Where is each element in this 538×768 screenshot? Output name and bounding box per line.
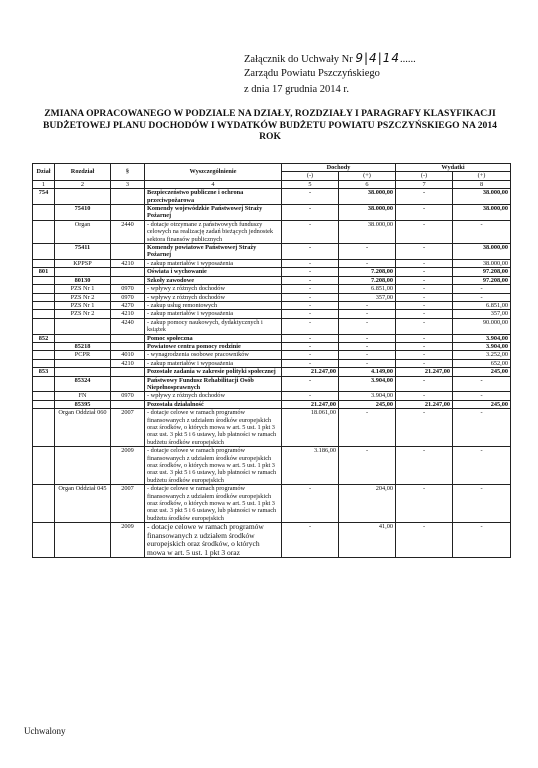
cell-dzial — [33, 318, 55, 334]
cell-wydatki-plus: 38.000,00 — [453, 259, 511, 267]
cell-dochody-minus: - — [282, 301, 339, 309]
cell-wydatki-minus: - — [396, 318, 453, 334]
cell-dochody-minus: - — [282, 376, 339, 392]
table-row — [33, 392, 511, 400]
col-opis: Wyszczególnienie — [145, 164, 282, 181]
cell-wydatki-minus: - — [396, 189, 453, 205]
cell-dochody-minus: - — [282, 244, 339, 260]
cell-rozdzial — [55, 268, 111, 276]
table-row — [33, 285, 511, 293]
cell-dochody-minus: - — [282, 334, 339, 342]
cell-paragraf: 2440 — [111, 220, 145, 243]
cell-opis: - dotacje celowe w ramach programów finansowanych z udziałem środków europejskich oraz środków, o których mowa w art. 5 ust. 1 pkt 3 oraz ust. 3 pkt 5 i 6 ustawy, lub płatności w ramach budżetu środków europejskich — [145, 409, 282, 447]
table-row — [33, 342, 511, 350]
cell-paragraf — [111, 268, 145, 276]
cell-wydatki-minus: - — [396, 293, 453, 301]
cell-paragraf: 0970 — [111, 293, 145, 301]
cell-wydatki-minus: - — [396, 351, 453, 359]
cell-dochody-minus: - — [282, 523, 339, 558]
cell-dochody-plus: 3.904,00 — [339, 392, 396, 400]
cell-dochody-plus: - — [339, 301, 396, 309]
col-num: 8 — [453, 180, 511, 188]
cell-dzial — [33, 485, 55, 523]
cell-paragraf: 4270 — [111, 301, 145, 309]
col-num: 7 — [396, 180, 453, 188]
table-row — [33, 334, 511, 342]
cell-dochody-minus: - — [282, 220, 339, 243]
table-body — [33, 189, 511, 558]
table-row — [33, 205, 511, 221]
cell-wydatki-minus: - — [396, 359, 453, 367]
cell-dzial — [33, 392, 55, 400]
cell-dochody-plus: 204,00 — [339, 485, 396, 523]
cell-wydatki-minus: - — [396, 285, 453, 293]
cell-dochody-plus: - — [339, 447, 396, 485]
table-row — [33, 318, 511, 334]
cell-dzial: 801 — [33, 268, 55, 276]
cell-wydatki-minus: - — [396, 392, 453, 400]
cell-dzial — [33, 409, 55, 447]
cell-wydatki-plus: 38.000,00 — [453, 205, 511, 221]
cell-paragraf: 2009 — [111, 447, 145, 485]
cell-paragraf: 4210 — [111, 259, 145, 267]
cell-rozdzial — [55, 523, 111, 558]
cell-dochody-plus: 357,00 — [339, 293, 396, 301]
cell-rozdzial — [55, 189, 111, 205]
cell-wydatki-minus: - — [396, 268, 453, 276]
table-row — [33, 485, 511, 523]
cell-rozdzial: 80130 — [55, 276, 111, 284]
cell-paragraf — [111, 334, 145, 342]
col-num: 2 — [55, 180, 111, 188]
cell-dochody-minus: 21.247,00 — [282, 400, 339, 408]
cell-paragraf: 2007 — [111, 485, 145, 523]
cell-dzial: 852 — [33, 334, 55, 342]
cell-dochody-minus: - — [282, 351, 339, 359]
cell-wydatki-plus: 38.000,00 — [453, 189, 511, 205]
cell-wydatki-minus: - — [396, 447, 453, 485]
cell-dochody-plus: - — [339, 359, 396, 367]
cell-dochody-plus: 3.904,00 — [339, 376, 396, 392]
cell-paragraf — [111, 244, 145, 260]
cell-rozdzial: Organ Oddział 045 — [55, 485, 111, 523]
cell-dochody-plus: 4.149,00 — [339, 368, 396, 376]
footer-status: Uchwalony — [24, 726, 66, 736]
cell-wydatki-plus: 652,00 — [453, 359, 511, 367]
cell-dzial — [33, 276, 55, 284]
table-row — [33, 368, 511, 376]
header-line-1 — [244, 52, 416, 66]
cell-rozdzial — [55, 359, 111, 367]
cell-paragraf — [111, 189, 145, 205]
cell-rozdzial: Organ Oddział 060 — [55, 409, 111, 447]
table-row — [33, 268, 511, 276]
cell-paragraf: 2009 — [111, 523, 145, 558]
col-num: 3 — [111, 180, 145, 188]
cell-rozdzial: PZS Nr 2 — [55, 310, 111, 318]
budget-table — [32, 163, 511, 558]
col-rozdzial: Rozdział — [55, 164, 111, 181]
cell-rozdzial: 85324 — [55, 376, 111, 392]
cell-opis: Bezpieczeństwo publiczne i ochrona przeciwpożarowa — [145, 189, 282, 205]
cell-dzial — [33, 285, 55, 293]
cell-wydatki-plus: 97.208,00 — [453, 276, 511, 284]
cell-opis: - zakup materiałów i wyposażenia — [145, 310, 282, 318]
cell-wydatki-plus: 90.000,00 — [453, 318, 511, 334]
cell-paragraf: 0970 — [111, 392, 145, 400]
cell-paragraf: 4210 — [111, 359, 145, 367]
cell-dzial — [33, 447, 55, 485]
cell-wydatki-minus: - — [396, 301, 453, 309]
header-prefix: Załącznik do Uchwały Nr — [244, 54, 353, 65]
col-dochody: Dochody — [282, 164, 396, 172]
col-wydatki-minus: (-) — [396, 172, 453, 180]
cell-wydatki-plus: - — [453, 523, 511, 558]
table-row — [33, 376, 511, 392]
cell-dochody-minus: - — [282, 293, 339, 301]
cell-paragraf — [111, 368, 145, 376]
cell-paragraf: 0970 — [111, 285, 145, 293]
table-row — [33, 447, 511, 485]
cell-dzial — [33, 523, 55, 558]
cell-rozdzial: 75410 — [55, 205, 111, 221]
cell-opis: Pozostała działalność — [145, 400, 282, 408]
cell-opis: - dotacje celowe w ramach programów finansowanych z udziałem środków europejskich oraz środków, o których mowa w art. 5 ust. 1 pkt 3 oraz — [145, 523, 282, 558]
cell-dochody-minus: - — [282, 310, 339, 318]
cell-wydatki-minus: - — [396, 342, 453, 350]
cell-wydatki-minus: - — [396, 244, 453, 260]
cell-dochody-minus: - — [282, 359, 339, 367]
cell-opis: - zakup usług remontowych — [145, 301, 282, 309]
cell-wydatki-minus: 21.247,00 — [396, 400, 453, 408]
col-num: 5 — [282, 180, 339, 188]
cell-rozdzial: KPPSP — [55, 259, 111, 267]
col-wydatki-plus: (+) — [453, 172, 511, 180]
cell-wydatki-minus: - — [396, 205, 453, 221]
cell-rozdzial — [55, 447, 111, 485]
cell-dzial — [33, 342, 55, 350]
cell-opis: Powiatowe centra pomocy rodzinie — [145, 342, 282, 350]
table-row — [33, 293, 511, 301]
cell-wydatki-plus: - — [453, 220, 511, 243]
cell-opis: - dotacje celowe w ramach programów finansowanych z udziałem środków europejskich oraz środków, o których mowa w art. 5 ust. 1 pkt 3 oraz ust. 3 pkt 5 i 6 ustawy, lub płatności w ramach budżetu środków europejskich — [145, 485, 282, 523]
header-line-2: Zarządu Powiatu Pszczyńskiego — [244, 68, 380, 79]
cell-dzial — [33, 220, 55, 243]
cell-wydatki-minus: - — [396, 523, 453, 558]
cell-wydatki-plus: - — [453, 285, 511, 293]
cell-dochody-minus: - — [282, 276, 339, 284]
cell-rozdzial: PCPR — [55, 351, 111, 359]
cell-dochody-plus: 41,00 — [339, 523, 396, 558]
cell-paragraf: 2007 — [111, 409, 145, 447]
cell-dochody-plus: 6.851,00 — [339, 285, 396, 293]
cell-rozdzial: PZS Nr 1 — [55, 285, 111, 293]
cell-paragraf: 4010 — [111, 351, 145, 359]
cell-wydatki-minus: - — [396, 409, 453, 447]
cell-wydatki-plus: - — [453, 409, 511, 447]
col-dzial: Dział — [33, 164, 55, 181]
col-num: 4 — [145, 180, 282, 188]
cell-wydatki-plus: 245,00 — [453, 400, 511, 408]
cell-dzial — [33, 400, 55, 408]
cell-paragraf — [111, 376, 145, 392]
cell-dochody-plus: - — [339, 310, 396, 318]
cell-wydatki-minus: - — [396, 334, 453, 342]
cell-dochody-minus: 18.061,00 — [282, 409, 339, 447]
cell-dochody-plus: - — [339, 244, 396, 260]
cell-dochody-plus: - — [339, 351, 396, 359]
cell-dochody-plus: 7.208,00 — [339, 268, 396, 276]
cell-wydatki-minus: - — [396, 220, 453, 243]
cell-dochody-plus: 38.000,00 — [339, 205, 396, 221]
table-row — [33, 359, 511, 367]
cell-opis: Komendy powiatowe Państwowej Straży Pożarnej — [145, 244, 282, 260]
cell-rozdzial: PZS Nr 2 — [55, 293, 111, 301]
cell-opis: - wynagrodzenia osobowe pracowników — [145, 351, 282, 359]
cell-wydatki-plus: - — [453, 447, 511, 485]
cell-wydatki-plus: 97.208,00 — [453, 268, 511, 276]
cell-opis: - zakup materiałów i wyposażenia — [145, 259, 282, 267]
cell-dzial — [33, 376, 55, 392]
cell-dzial — [33, 359, 55, 367]
cell-dochody-plus: 38.000,00 — [339, 189, 396, 205]
cell-dochody-plus: - — [339, 409, 396, 447]
cell-wydatki-minus: - — [396, 276, 453, 284]
cell-opis: Szkoły zawodowe — [145, 276, 282, 284]
table-row — [33, 220, 511, 243]
cell-rozdzial: PZS Nr 1 — [55, 301, 111, 309]
cell-paragraf — [111, 342, 145, 350]
cell-dochody-minus: 3.186,00 — [282, 447, 339, 485]
document-title: ZMIANA OPRACOWANEGO W PODZIALE NA DZIAŁY, ROZDZIAŁY I PARAGRAFY KLASYFIKACJI BUDŻETOWEJ PLANU DOCHODÓW I WYDATKÓW BUDŻETU POWIATU PSZCZYŃSKIEGO NA 2014 ROK — [43, 108, 497, 142]
cell-rozdzial — [55, 334, 111, 342]
resolution-number-handwritten: 9|4|14 — [355, 51, 400, 65]
cell-wydatki-minus: - — [396, 259, 453, 267]
cell-opis: Oświata i wychowanie — [145, 268, 282, 276]
cell-wydatki-minus: - — [396, 310, 453, 318]
cell-dochody-minus: 21.247,00 — [282, 368, 339, 376]
cell-dzial — [33, 310, 55, 318]
header-line-3: z dnia 17 grudnia 2014 r. — [244, 84, 349, 95]
cell-rozdzial: 75411 — [55, 244, 111, 260]
cell-dochody-plus: 38.000,00 — [339, 220, 396, 243]
cell-wydatki-minus: 21.247,00 — [396, 368, 453, 376]
cell-wydatki-plus: - — [453, 376, 511, 392]
table-row — [33, 259, 511, 267]
cell-dochody-plus: - — [339, 334, 396, 342]
cell-paragraf — [111, 205, 145, 221]
cell-opis: - dotacje otrzymane z państwowych funduszy celowych na realizację zadań bieżących jednostek sektora finansów publicznych — [145, 220, 282, 243]
cell-paragraf: 4240 — [111, 318, 145, 334]
cell-opis: Pozostałe zadania w zakresie polityki społecznej — [145, 368, 282, 376]
cell-wydatki-plus: - — [453, 485, 511, 523]
cell-dzial — [33, 244, 55, 260]
table-row — [33, 351, 511, 359]
cell-wydatki-plus: 3.904,00 — [453, 334, 511, 342]
col-wydatki: Wydatki — [396, 164, 511, 172]
cell-dochody-minus: - — [282, 259, 339, 267]
header-dots: ...... — [400, 54, 416, 65]
cell-dochody-minus: - — [282, 268, 339, 276]
cell-wydatki-plus: - — [453, 293, 511, 301]
cell-paragraf — [111, 400, 145, 408]
cell-rozdzial — [55, 318, 111, 334]
cell-dochody-minus: - — [282, 205, 339, 221]
cell-opis: - dotacje celowe w ramach programów finansowanych z udziałem środków europejskich oraz środków, o których mowa w art. 5 ust. 1 pkt 3 oraz ust. 3 pkt 5 i 6 ustawy, lub płatności w ramach budżetu środków europejskich — [145, 447, 282, 485]
cell-rozdzial: Organ — [55, 220, 111, 243]
cell-dzial — [33, 293, 55, 301]
table-row — [33, 523, 511, 558]
cell-dochody-plus: - — [339, 259, 396, 267]
table-row — [33, 301, 511, 309]
col-dochody-plus: (+) — [339, 172, 396, 180]
cell-wydatki-plus: 3.904,00 — [453, 342, 511, 350]
cell-opis: - wpływy z różnych dochodów — [145, 285, 282, 293]
cell-wydatki-minus: - — [396, 376, 453, 392]
table-row — [33, 189, 511, 205]
cell-rozdzial: 85218 — [55, 342, 111, 350]
cell-dochody-minus: - — [282, 285, 339, 293]
cell-wydatki-plus: 38.000,00 — [453, 244, 511, 260]
cell-dochody-minus: - — [282, 342, 339, 350]
cell-wydatki-plus: 3.252,00 — [453, 351, 511, 359]
cell-dzial — [33, 351, 55, 359]
cell-opis: Komendy wojewódzkie Państwowej Straży Pożarnej — [145, 205, 282, 221]
cell-paragraf: 4210 — [111, 310, 145, 318]
cell-rozdzial: FN — [55, 392, 111, 400]
table-row — [33, 310, 511, 318]
table-row — [33, 400, 511, 408]
col-num: 6 — [339, 180, 396, 188]
cell-dochody-minus: - — [282, 485, 339, 523]
cell-wydatki-plus: 245,00 — [453, 368, 511, 376]
cell-dzial: 853 — [33, 368, 55, 376]
cell-opis: - wpływy z różnych dochodów — [145, 293, 282, 301]
cell-dzial — [33, 301, 55, 309]
cell-dzial — [33, 205, 55, 221]
cell-opis: - wpływy z różnych dochodów — [145, 392, 282, 400]
col-dochody-minus: (-) — [282, 172, 339, 180]
cell-rozdzial: 85395 — [55, 400, 111, 408]
cell-dochody-plus: 245,00 — [339, 400, 396, 408]
column-numbers-row — [33, 180, 511, 188]
cell-dzial — [33, 259, 55, 267]
cell-wydatki-plus: - — [453, 392, 511, 400]
cell-opis: Państwowy Fundusz Rehabilitacji Osób Niepełnosprawnych — [145, 376, 282, 392]
header-row-1 — [33, 164, 511, 172]
table-row — [33, 409, 511, 447]
cell-wydatki-plus: 6.851,00 — [453, 301, 511, 309]
cell-dochody-minus: - — [282, 318, 339, 334]
cell-wydatki-minus: - — [396, 485, 453, 523]
cell-wydatki-plus: 357,00 — [453, 310, 511, 318]
cell-opis: - zakup materiałów i wyposażenia — [145, 359, 282, 367]
table-row — [33, 276, 511, 284]
cell-dochody-plus: - — [339, 342, 396, 350]
cell-paragraf — [111, 276, 145, 284]
cell-dochody-minus: - — [282, 392, 339, 400]
cell-dochody-plus: - — [339, 318, 396, 334]
cell-dochody-minus: - — [282, 189, 339, 205]
table-row — [33, 244, 511, 260]
cell-opis: - zakup pomocy naukowych, dydaktycznych i książek — [145, 318, 282, 334]
col-paragraf: § — [111, 164, 145, 181]
cell-rozdzial — [55, 368, 111, 376]
col-num: 1 — [33, 180, 55, 188]
cell-dzial: 754 — [33, 189, 55, 205]
cell-dochody-plus: 7.208,00 — [339, 276, 396, 284]
cell-opis: Pomoc społeczna — [145, 334, 282, 342]
